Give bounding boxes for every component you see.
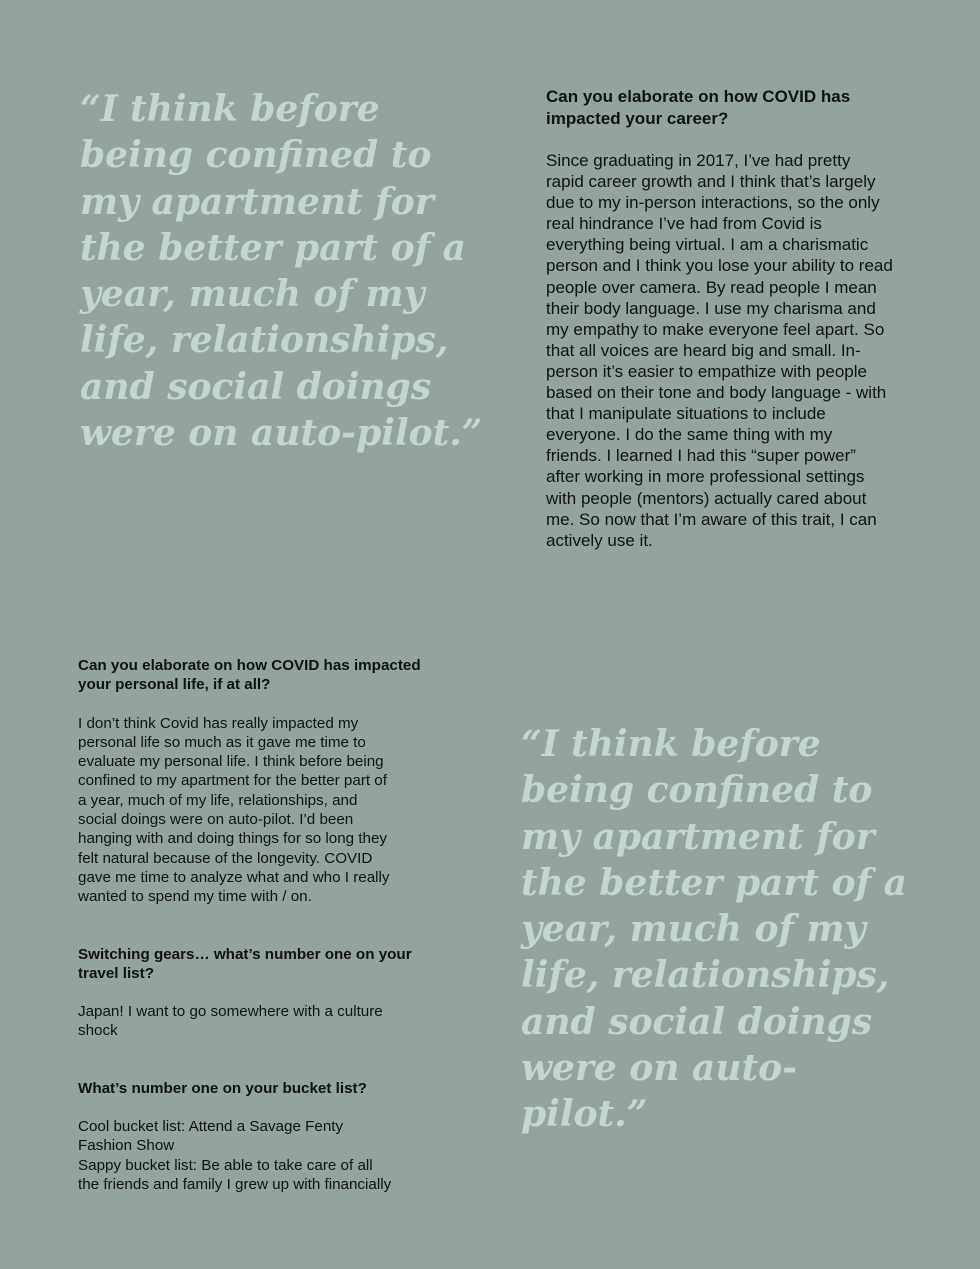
pull-quote-top: “I think before being confined to my apartment for the better part of a year, much of my life, relationships, and social doings were on auto-pilot.” xyxy=(80,88,483,455)
career-question: Can you elaborate on how COVID has impacted your career? xyxy=(546,87,851,128)
travel-answer: Japan! I want to go somewhere with a culture shock xyxy=(78,1003,383,1040)
personal-answer: I don’t think Covid has really impacted my personal life so much as it gave me time to evaluate my personal life. I think before being confined to my apartment for the better part of a year, much of my life, relationships, and social doings were on auto-pilot. I’d been hanging with and doing things for so long they felt natural because of the longevity. COVID gave me time to analyze what and who I really wanted to spend my time with / on. xyxy=(78,714,390,906)
bucket-answer: Cool bucket list: Attend a Savage Fenty Fashion Show Sappy bucket list: Be able to take care of all the friends and family I grew up with financially xyxy=(78,1118,392,1193)
qa-column xyxy=(78,656,423,1232)
bucket-question: What’s number one on your bucket list? xyxy=(78,1079,367,1097)
career-answer: Since graduating in 2017, I’ve had pretty rapid career growth and I think that’s largely due to my in-person interactions, so the only real hindrance I’ve had from Covid is everything being virtual. I am a charismatic person and I think you lose your ability to read people over camera. By read people I mean their body language. I use my charisma and my empathy to make everyone feel apart. So that all voices are heard big and small. In- person it’s easier to empathize with people based on their tone and body language - with that I manipulate situations to include everyone. I do the same thing with my friends. I learned I had this “super power” after working in more professional settings with people (mentors) actually cared about me. So now that I’m aware of this trait, I can actively use it. xyxy=(546,151,893,550)
career-section xyxy=(546,86,916,551)
pull-quote-bottom: “I think before being confined to my apartment for the better part of a year, much of my life, relationships, and social doings were on auto- pilot.” xyxy=(521,723,907,1136)
personal-question: Can you elaborate on how COVID has impacted your personal life, if at all? xyxy=(78,657,421,694)
travel-question: Switching gears… what’s number one on your travel list? xyxy=(78,945,412,982)
